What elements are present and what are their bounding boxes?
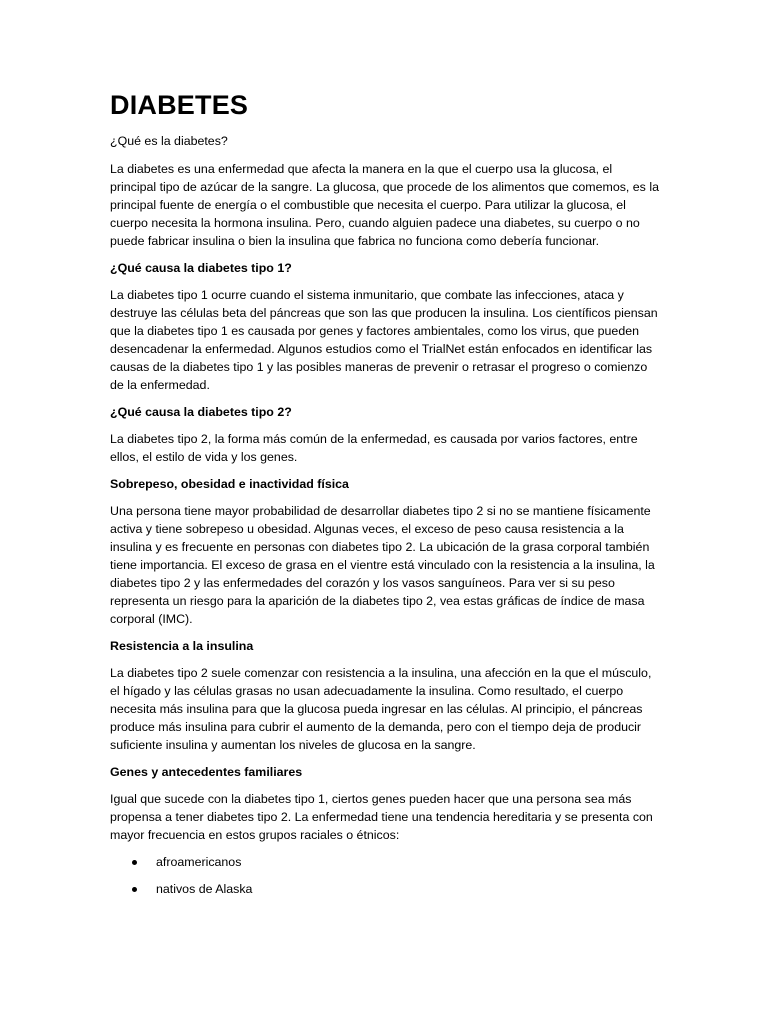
resistance-heading: Resistencia a la insulina bbox=[110, 639, 254, 653]
intro-question: ¿Qué es la diabetes? bbox=[110, 134, 228, 148]
resistance-paragraph: La diabetes tipo 2 suele comenzar con resistencia a la insulina, una afección en la que el músculo, el hígado y las células grasas no usan adecuadamente la insulina. Como resultado, el cuerpo necesita más insulina para que la glucosa pueda ingresar en las células. Al principio, el páncreas produce más insulina para cubrir el aumento de la demanda, pero con el tiempo deja de producir suficiente insulina y aumentan los niveles de glucosa en la sangre. bbox=[110, 666, 652, 752]
type1-heading: ¿Qué causa la diabetes tipo 1? bbox=[110, 261, 292, 275]
genes-paragraph: Igual que sucede con la diabetes tipo 1, ciertos genes pueden hacer que una persona sea más propensa a tener diabetes tipo 2. La enfermedad tiene una tendencia hereditaria y se presenta con mayor frecuencia en estos grupos raciales o étnicos: bbox=[110, 792, 653, 842]
intro-paragraph: La diabetes es una enfermedad que afecta la manera en la que el cuerpo usa la glucosa, el principal tipo de azúcar de la sangre. La glucosa, que procede de los alimentos que comemos, es la principal fuente de energía o el combustible que necesita el cuerpo. Para utilizar la glucosa, el cuerpo necesita la hormona insulina. Pero, cuando alguien padece una diabetes, su cuerpo o no puede fabricar insulina o bien la insulina que fabrica no funciona como debería funcionar. bbox=[110, 162, 659, 248]
list-item bbox=[110, 880, 660, 898]
bullet-icon bbox=[132, 860, 137, 865]
list-item-label: afroamericanos bbox=[156, 855, 242, 869]
type2-heading: ¿Qué causa la diabetes tipo 2? bbox=[110, 405, 292, 419]
ethnic-groups-list bbox=[110, 853, 660, 898]
bullet-icon bbox=[132, 887, 137, 892]
genes-heading: Genes y antecedentes familiares bbox=[110, 765, 303, 779]
type2-paragraph: La diabetes tipo 2, la forma más común de la enfermedad, es causada por varios factores, entre ellos, el estilo de vida y los genes. bbox=[110, 432, 638, 464]
overweight-paragraph: Una persona tiene mayor probabilidad de desarrollar diabetes tipo 2 si no se mantiene físicamente activa y tiene sobrepeso u obesidad. Algunas veces, el exceso de peso causa resistencia a la insulina y es frecuente en personas con diabetes tipo 2. La ubicación de la grasa corporal también tiene importancia. El exceso de grasa en el vientre está vinculado con la resistencia a la insulina, la diabetes tipo 2 y las enfermedades del corazón y los vasos sanguíneos. Para ver si su peso representa un riesgo para la aparición de la diabetes tipo 2, vea estas gráficas de índice de masa corporal (IMC). bbox=[110, 504, 655, 626]
document-title: DIABETES bbox=[110, 90, 249, 120]
overweight-heading: Sobrepeso, obesidad e inactividad física bbox=[110, 477, 349, 491]
list-item-label: nativos de Alaska bbox=[156, 882, 253, 896]
type1-paragraph: La diabetes tipo 1 ocurre cuando el sistema inmunitario, que combate las infecciones, ataca y destruye las células beta del páncreas que son las que producen la insulina. Los científicos piensan que la diabetes tipo 1 es causada por genes y factores ambientales, como los virus, que pueden desencadenar la enfermedad. Algunos estudios como el TrialNet están enfocados en identificar las causas de la diabetes tipo 1 y las posibles maneras de prevenir o retrasar el progreso o comienzo de la enfermedad. bbox=[110, 288, 658, 392]
document-page bbox=[110, 88, 660, 907]
list-item bbox=[110, 853, 660, 871]
